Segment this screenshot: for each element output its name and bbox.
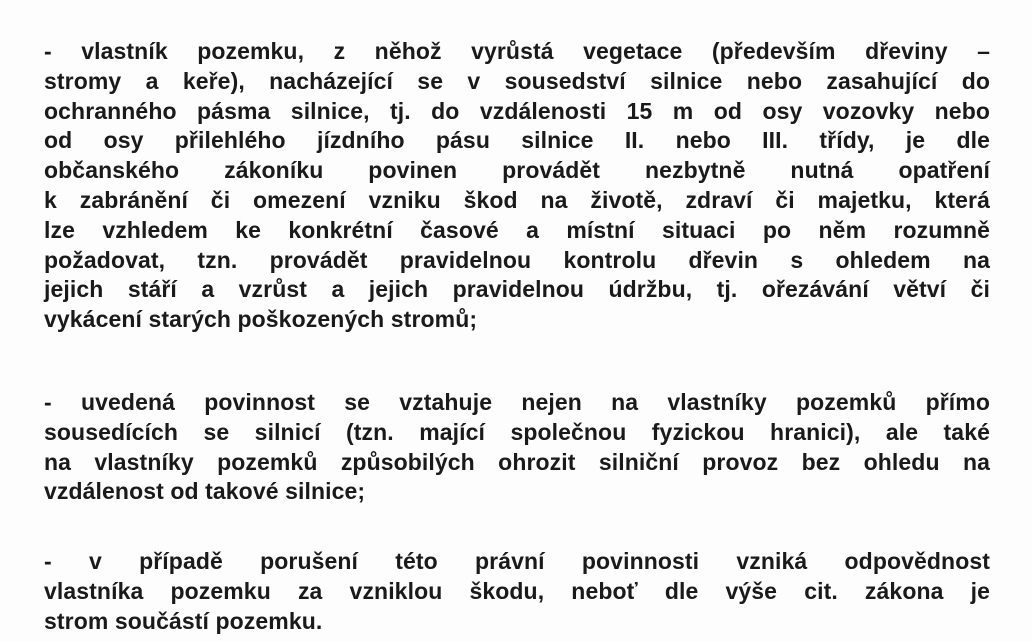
text-line: požadovat, tzn. provádět pravidelnou kontrolu dřevin s ohledem na xyxy=(44,246,990,273)
text-line: k zabránění či omezení vzniku škod na životě, zdraví či majetku, která xyxy=(44,186,990,213)
text-line: - v případě porušení této právní povinnosti vzniká odpovědnost xyxy=(44,548,990,574)
text-line: lze vzhledem ke konkrétní časové a místní situaci po něm rozumně xyxy=(44,216,990,243)
text-line: sousedících se silnicí (tzn. mající společnou fyzickou hranici), ale také xyxy=(44,418,990,445)
text-line: občanského zákoníku povinen provádět nezbytně nutná opatření xyxy=(44,157,990,184)
text-line: - vlastník pozemku, z něhož vyrůstá vegetace (především dřeviny – xyxy=(44,38,990,64)
text-line: stromy a keře), nacházející se v sousedství silnice nebo zasahující do xyxy=(44,67,990,94)
text-line: na vlastníky pozemků způsobilých ohrozit silniční provoz bez ohledu na xyxy=(44,448,990,475)
text-line: vykácení starých poškozených stromů; xyxy=(44,306,478,333)
text-line: strom součástí pozemku. xyxy=(44,607,323,634)
text-line: vzdálenost od takové silnice; xyxy=(44,478,366,505)
paragraph-landowner-duty xyxy=(44,37,990,335)
text-line: - uvedená povinnost se vztahuje nejen na vlastníky pozemků přímo xyxy=(44,389,990,415)
text-line: od osy přilehlého jízdního pásu silnice II. nebo III. třídy, je dle xyxy=(44,127,990,154)
text-line: ochranného pásma silnice, tj. do vzdálenosti 15 m od osy vozovky nebo xyxy=(44,97,990,124)
paragraph-liability xyxy=(44,547,990,636)
text-line: jejich stáří a vzrůst a jejich pravidelnou údržbu, tj. ořezávání větví či xyxy=(44,276,990,303)
text-line: vlastníka pozemku za vzniklou škodu, neboť dle výše cit. zákona je xyxy=(44,577,990,604)
paragraph-scope-of-duty xyxy=(44,388,990,507)
